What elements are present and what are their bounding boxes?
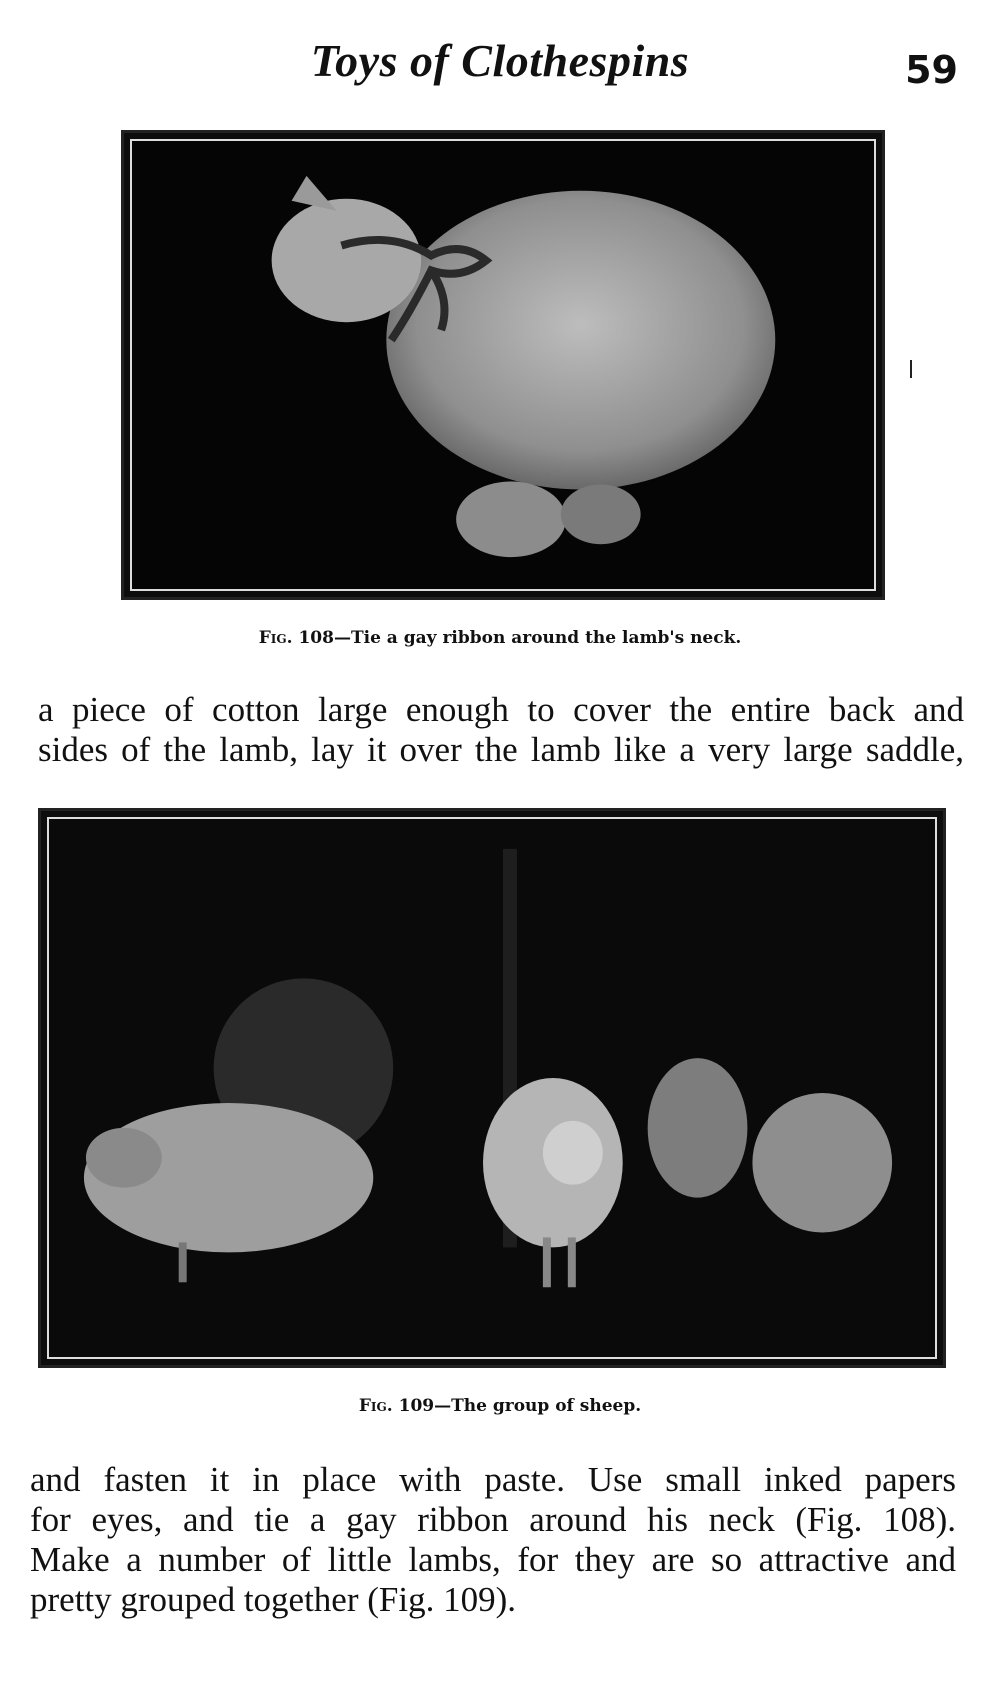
lamb-leg: [561, 484, 641, 544]
text-line: pretty grouped together (Fig. 109).: [30, 1580, 517, 1619]
lamb-head: [272, 199, 422, 322]
sheep-3: [648, 1058, 748, 1197]
caption-label: Fig. 109: [358, 1396, 435, 1416]
lamb-leg: [456, 481, 566, 557]
caption-label: Fig. 108: [258, 628, 334, 648]
lamb-body: [386, 191, 775, 490]
text-line: sides of the lamb, lay it over the lamb like a very large saddle,: [38, 730, 964, 769]
paragraph-1: [38, 690, 964, 770]
figure-108-photo: [121, 130, 885, 600]
sheep-group-illustration: [49, 819, 935, 1357]
sheep-1-head: [86, 1128, 162, 1188]
text-line: Make a number of little lambs, for they are so attractive and: [30, 1540, 956, 1579]
sheep-leg: [179, 1242, 187, 1282]
sheep-leg: [543, 1237, 551, 1287]
sheep-2-face: [543, 1121, 603, 1185]
text-line: for eyes, and tie a gay ribbon around his neck (Fig. 108).: [30, 1500, 956, 1539]
text-line: a piece of cotton large enough to cover the entire back and: [38, 690, 964, 729]
page-number: 59: [905, 48, 958, 92]
paragraph-2: [30, 1460, 956, 1620]
lamb-illustration: [132, 141, 874, 589]
caption-text: —Tie a gay ribbon around the lamb's neck.: [333, 628, 742, 648]
sheep-4: [752, 1093, 892, 1232]
margin-mark: [910, 360, 912, 378]
running-title: Toys of Clothespins: [310, 35, 690, 86]
sheep-leg: [568, 1237, 576, 1287]
text-line: and fasten it in place with paste. Use small inked papers: [30, 1460, 956, 1499]
figure-109-photo: [38, 808, 946, 1368]
caption-text: —The group of sheep.: [434, 1396, 642, 1416]
lamb-ear: [292, 176, 337, 211]
figure-109-caption: [0, 1396, 1000, 1416]
figure-108-caption: [0, 628, 1000, 648]
